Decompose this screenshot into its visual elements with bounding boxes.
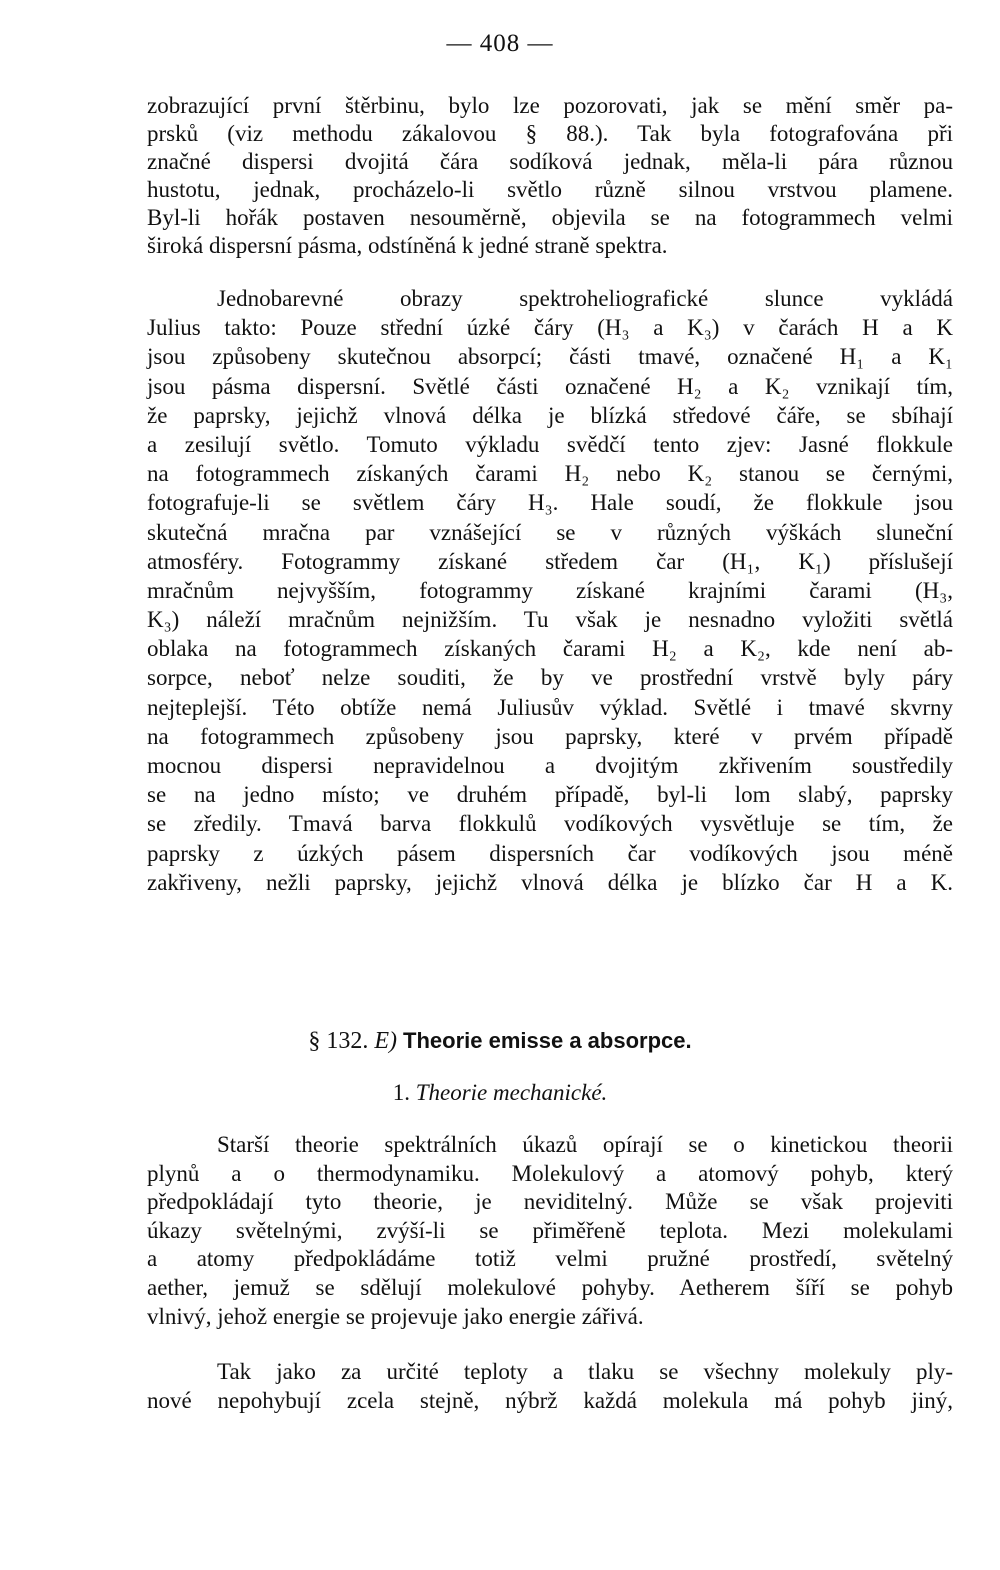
page-number: — 408 — [446,30,554,57]
paragraph-1 [147,92,953,260]
text-line: úkazy světelnými, zvýší-li se přiměřeně teplota. Mezi molekulami [147,1217,953,1243]
text-line: Starší theorie spektrálních úkazů opírají se o kinetickou theorii [217,1132,953,1157]
text-line: skutečná mračna par vznášející se v různých výškách sluneční [147,519,953,545]
text-line: mocnou dispersi nepravidelnou a dvojitým zkřivením soustředily [147,753,953,778]
text-line: zobrazující první štěrbinu, bylo lze pozorovati, jak se mění směr pa- [147,93,953,118]
paragraph-4 [147,1358,953,1415]
text-line: aether, jemuž se sdělují molekulové pohyby. Aetherem šíří se pohyb [147,1274,953,1300]
text-line: a atomy předpokládáme totiž velmi pružné prostředí, světelný [147,1246,953,1272]
text-line: Byl-li hořák postaven nesouměrně, objevila se na fotogrammech velmi [147,205,953,230]
text-line: se na jedno místo; ve druhém případě, byl-li lom slabý, paprsky [147,782,953,808]
text-line: jsou způsobeny skutečnou absorpcí; části tmavé, označené H₁ a K₁ [147,344,953,370]
text-line: na fotogrammech způsobeny jsou paprsky, které v prvém případě [147,723,953,749]
text-line: Julius takto: Pouze střední úzké čáry (H₃ a K₃) v čarách H a K [147,315,953,341]
section-heading [0,1026,1000,1056]
text-line: vlnivý, jehož energie se projevuje jako energie zářivá. [147,1303,644,1329]
text-line: značné dispersi dvojitá čára sodíková jednak, měla-li pára různou [147,149,953,174]
text-line: široká dispersní pásma, odstíněná k jedné straně spektra. [147,233,668,258]
text-line: prsků (viz methodu zákalovou § 88.). Tak byla fotografována při [147,121,953,146]
sub-heading-title: Theorie mechanické. [415,1080,608,1105]
text-line: nejteplejší. Této obtíže nemá Juliusův výklad. Světlé i tmavé skvrny [147,694,953,720]
text-line: nové nepohybují zcela stejně, nýbrž každá molekula má pohyb jiný, [147,1387,953,1413]
text-line: předpokládají tyto theorie, je neviditelný. Může se však projeviti [147,1189,953,1215]
text-line: se zředily. Tmavá barva flokkulů vodíkových vysvětluje se tím, že [147,811,953,837]
paragraph-3 [147,1131,953,1331]
text-line: hustotu, jednak, procházelo-li světlo různě silnou vrstvou plamene. [147,177,953,202]
text-line: sorpce, neboť nelze souditi, že by ve prostřední vrstvě byly páry [147,665,953,691]
text-line: plynů a o thermodynamiku. Molekulový a atomový pohyb, který [147,1160,953,1186]
paragraph-2 [147,284,953,897]
text-line: a zesilují světlo. Tomuto výkladu svědčí tento zjev: Jasné flokkule [147,431,953,457]
text-line: mračnům nejvyšším, fotogrammy získané krajními čarami (H₃, [147,577,953,603]
sub-heading-number: 1. [392,1080,410,1105]
text-line: K₃) náleží mračnům nejnižším. Tu však je nesnadno vyložiti světlá [147,607,953,633]
section-number: § 132. [308,1028,369,1054]
text-line: že paprsky, jejichž vlnová délka je blízká středové čáře, se sbíhají [147,402,953,428]
text-line: oblaka na fotogrammech získaných čarami H₂ a K₂, kde není ab- [147,636,953,662]
sub-heading [0,1078,1000,1108]
text-line: Jednobarevné obrazy spektroheliografické slunce vykládá [217,286,953,311]
text-line: fotografuje-li se světlem čáry H₃. Hale soudí, že flokkule jsou [147,490,953,516]
text-line: Tak jako za určité teploty a tlaku se všechny molekuly ply- [217,1359,953,1384]
text-line: paprsky z úzkých pásem dispersních čar vodíkových jsou méně [147,840,953,866]
section-letter: E) [374,1028,398,1054]
text-line: na fotogrammech získaných čarami H₂ nebo K₂ stanou se černými, [147,461,953,487]
text-line: atmosféry. Fotogrammy získané středem čar (H₁, K₁) příslušejí [147,548,953,574]
text-line: zakřiveny, nežli paprsky, jejichž vlnová délka je blízko čar H a K. [147,869,953,895]
section-title: Theorie emisse a absorpce. [403,1028,692,1053]
text-line: jsou pásma dispersní. Světlé části označené H₂ a K₂ vznikají tím, [147,373,953,399]
